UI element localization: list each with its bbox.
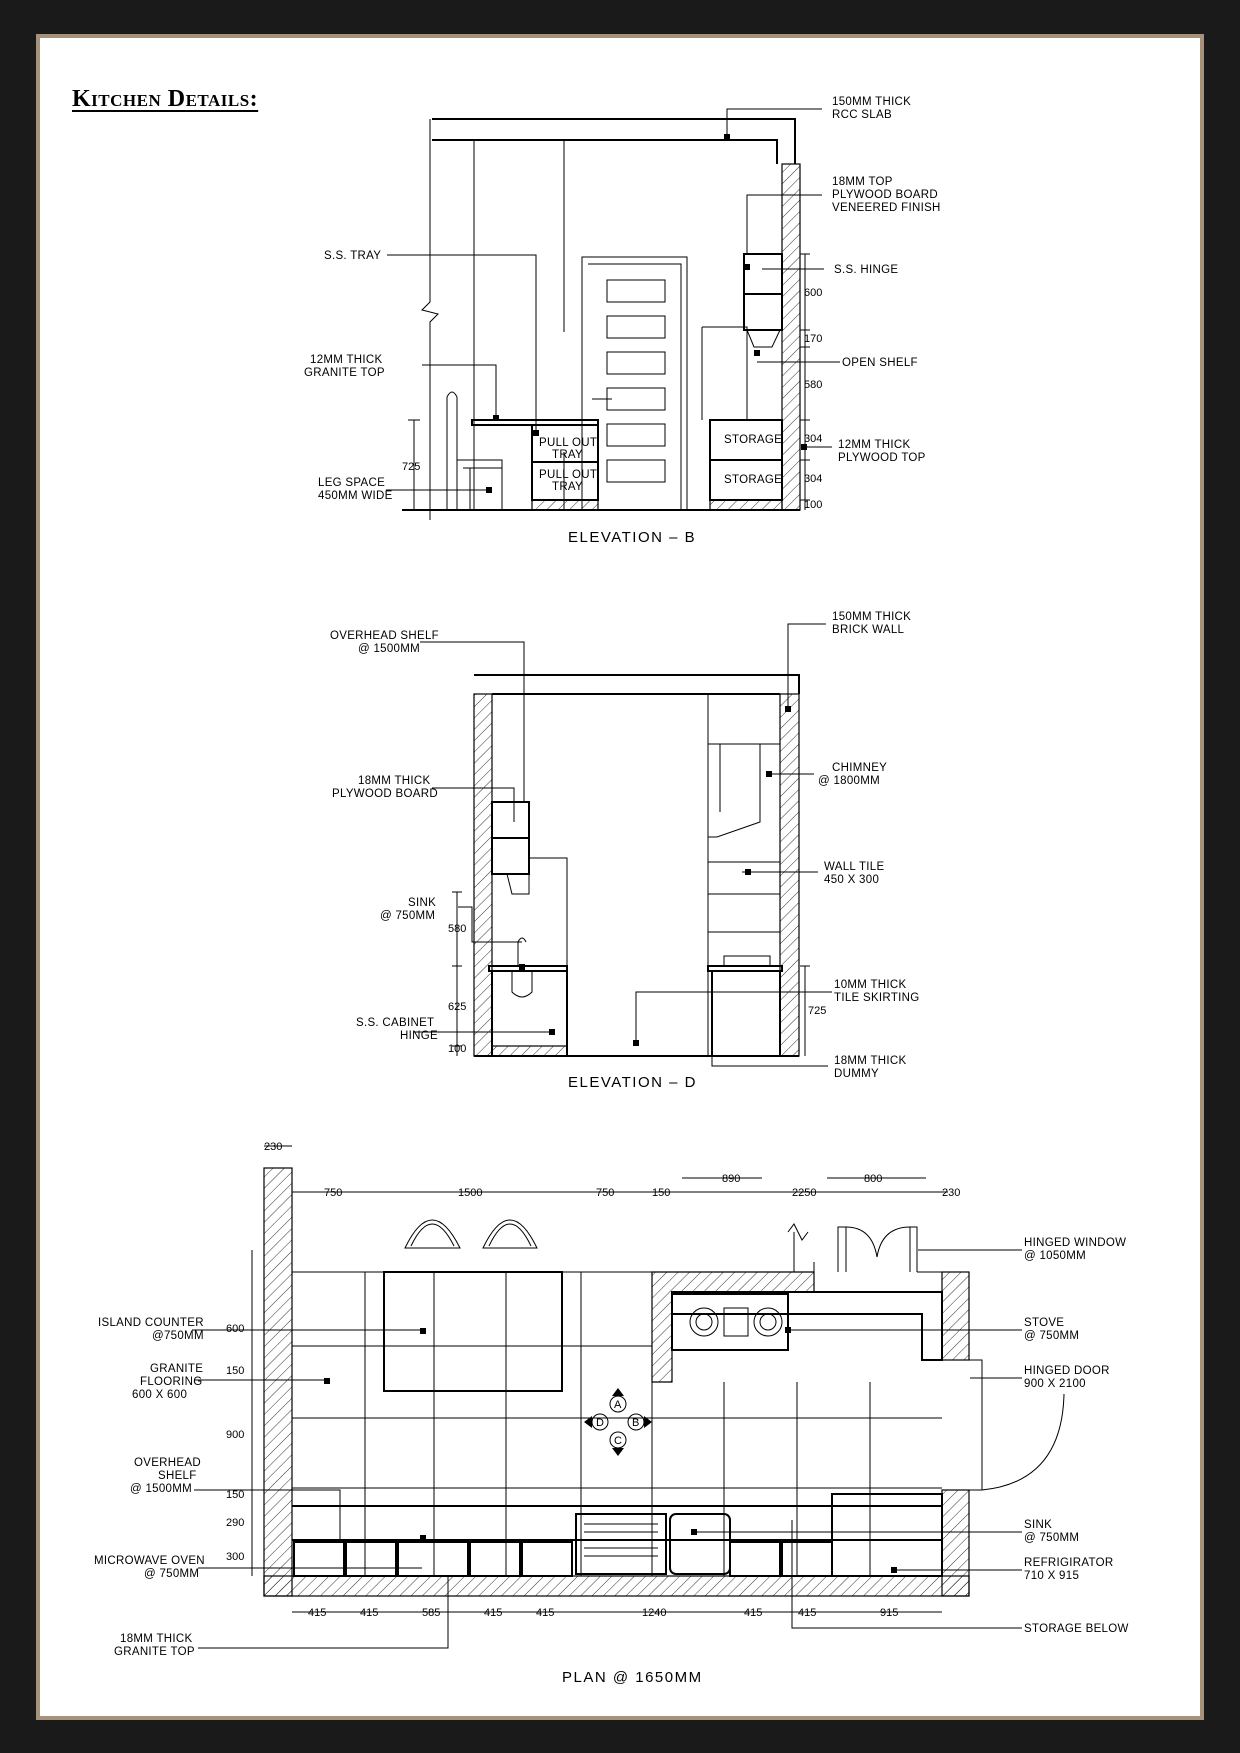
granite-grid-v [292,1272,870,1576]
dim-bottom-1: 415 [308,1607,327,1619]
label-plywood-board-d-2: PLYWOOD BOARD [332,788,438,800]
label-storage-1: STORAGE [724,434,783,446]
caption-elevation-b: ELEVATION – B [568,529,697,546]
label-brick-wall-2: BRICK WALL [832,624,905,636]
stool-2 [483,1220,537,1248]
label-wall-tile-1: WALL TILE [824,861,885,873]
plan-right-wall-upper [942,1272,969,1360]
stool-1 [405,1220,460,1248]
dim-625-d: 625 [448,1001,467,1013]
label-microwave-2: @ 750MM [144,1568,200,1580]
storage-cabinet [710,420,782,500]
label-leg-space-1: LEG SPACE [318,477,386,489]
rcc-slab [432,119,795,164]
label-pull-out-2b: TRAY [552,481,584,493]
label-granite-flooring-2: FLOORING [140,1376,203,1388]
label-ply-board-1: 18MM TOP [832,176,893,188]
marker-d: D [596,1417,604,1429]
dim-bottom-8: 415 [798,1607,817,1619]
label-pull-out-2a: PULL OUT [539,469,598,481]
label-hinged-window-2: @ 1050MM [1024,1250,1087,1262]
dim-800: 800 [864,1173,883,1185]
dim-290-left: 290 [226,1517,245,1529]
label-granite-top-p-2: GRANITE TOP [114,1646,195,1658]
dim-300-left: 300 [226,1551,245,1563]
dim-580-d: 580 [448,923,467,935]
elevation-d [330,611,919,1091]
dim-580-b: 580 [804,379,823,391]
label-rcc-slab-2: RCC SLAB [832,109,892,121]
label-granite-flooring-3: 600 X 600 [132,1389,188,1401]
desk-top [472,420,598,425]
label-stove-1: STOVE [1024,1317,1065,1329]
dim-304b-b: 304 [804,473,823,485]
drawing-sheet [36,34,1204,1720]
label-sink-d-2: @ 750MM [380,910,436,922]
dim-100-b: 100 [804,499,823,511]
label-refrigirator-1: REFRIGIRATOR [1024,1557,1114,1569]
dim-230-right: 230 [942,1187,961,1199]
label-plywood-board-d-1: 18MM THICK [358,775,431,787]
label-ss-cabinet-hinge-1: S.S. CABINET [356,1017,435,1029]
label-ss-tray: S.S. TRAY [324,250,382,262]
label-island-counter-1: ISLAND COUNTER [98,1317,204,1329]
label-storage-below: STORAGE BELOW [1024,1623,1129,1635]
label-pull-out-1a: PULL OUT [539,437,598,449]
label-microwave-1: MICROWAVE OVEN [94,1555,205,1567]
island-counter [384,1272,562,1391]
elevation-b [304,96,941,546]
dim-150b-left: 150 [226,1489,245,1501]
ceiling-d [474,675,799,694]
right-wall-d [780,694,799,1056]
label-dummy-2: DUMMY [834,1068,879,1080]
label-storage-2: STORAGE [724,474,783,486]
caption-plan: PLAN @ 1650MM [562,1669,703,1686]
label-island-counter-2: @750MM [152,1330,204,1342]
label-tile-skirting-1: 10MM THICK [834,979,907,991]
label-wall-tile-2: 450 X 300 [824,874,880,886]
label-chimney-1: CHIMNEY [832,762,888,774]
dim-bottom-7: 415 [744,1607,763,1619]
label-plywood-top-1: 12MM THICK [838,439,911,451]
label-hinged-window-1: HINGED WINDOW [1024,1237,1127,1249]
dim-1500: 1500 [458,1187,483,1199]
dim-bottom-6: 1240 [642,1607,667,1619]
dim-bottom-2: 415 [360,1607,379,1619]
label-sink-p-2: @ 750MM [1024,1532,1080,1544]
granite-grid-h [292,1346,942,1488]
label-overhead-shelf-p-1: OVERHEAD [134,1457,201,1469]
dim-750-a: 750 [324,1187,343,1199]
sink-counter [489,966,567,1056]
view-markers [584,1388,652,1456]
dim-150a-left: 150 [226,1365,245,1377]
label-ss-cabinet-hinge-2: HINGE [400,1030,438,1042]
sheet-title: Kitchen Details: [72,86,259,112]
dim-2250: 2250 [792,1187,817,1199]
dim-600-b: 600 [804,287,823,299]
plan-bottom-wall [264,1576,969,1596]
caption-elevation-d: ELEVATION – D [568,1074,697,1091]
dim-bottom-5: 415 [536,1607,555,1619]
back-panel [702,327,747,420]
dim-bottom-4: 415 [484,1607,503,1619]
plan-view [94,1141,1129,1686]
label-pull-out-1b: TRAY [552,449,584,461]
hinged-window [838,1227,917,1272]
dim-150-top: 150 [652,1187,671,1199]
marker-b: B [632,1417,640,1429]
right-wall [782,164,800,510]
label-chimney-2: @ 1800MM [818,775,881,787]
open-shelf [747,330,780,347]
break-line [422,119,438,520]
stove [672,1294,788,1350]
label-brick-wall-1: 150MM THICK [832,611,912,623]
label-overhead-shelf-p-2: SHELF [158,1470,197,1482]
dim-230-left: 230 [264,1141,283,1153]
label-leg-space-2: 450MM WIDE [318,490,393,502]
tile-skirting-leader [636,992,832,1042]
label-open-shelf: OPEN SHELF [842,357,918,369]
dim-100-d: 100 [448,1043,467,1055]
label-ply-board-3: VENEERED FINISH [832,202,941,214]
label-sink-d-1: SINK [408,897,437,909]
dim-890: 890 [722,1173,741,1185]
dim-725-b: 725 [402,461,421,473]
wall-panel-lines [474,140,564,510]
chimney [708,744,780,837]
label-hinged-door-1: HINGED DOOR [1024,1365,1110,1377]
dim-bottom-3: 585 [422,1607,441,1619]
overhead-cabinet-d [492,802,529,874]
marker-a: A [614,1399,622,1411]
dim-170-b: 170 [804,333,823,345]
label-rcc-slab-1: 150MM THICK [832,96,912,108]
left-wall-d [474,694,492,1056]
marker-c: C [614,1435,622,1447]
dim-900-left: 900 [226,1429,245,1441]
label-hinged-door-2: 900 X 2100 [1024,1378,1086,1390]
dim-bottom-9: 915 [880,1607,899,1619]
microwave-oven [398,1542,468,1576]
label-granite-top-1: 12MM THICK [310,354,383,366]
plan-right-wall-lower [942,1490,969,1596]
drawing-canvas [40,38,1200,1716]
label-granite-flooring-1: GRANITE [150,1363,204,1375]
label-refrigirator-2: 710 X 915 [1024,1570,1080,1582]
dim-304a-b: 304 [804,433,823,445]
dim-600-left: 600 [226,1323,245,1335]
label-ply-board-2: PLYWOOD BOARD [832,189,938,201]
label-granite-top-p-1: 18MM THICK [120,1633,193,1645]
label-stove-2: @ 750MM [1024,1330,1080,1342]
stove-counter [708,966,782,1056]
dim-725-d: 725 [808,1005,827,1017]
plan-left-wall [264,1168,292,1596]
label-granite-top-2: GRANITE TOP [304,367,385,379]
label-ss-hinge: S.S. HINGE [834,264,899,276]
label-tile-skirting-2: TILE SKIRTING [834,992,920,1004]
label-dummy-1: 18MM THICK [834,1055,907,1067]
label-overhead-shelf-d-1: OVERHEAD SHELF [330,630,440,642]
plinth-b [532,500,598,510]
dim-750-b: 750 [596,1187,615,1199]
label-overhead-shelf-p-3: @ 1500MM [130,1483,193,1495]
label-plywood-top-2: PLYWOOD TOP [838,452,926,464]
label-sink-p-1: SINK [1024,1519,1053,1531]
label-overhead-shelf-d-2: @ 1500MM [358,643,421,655]
